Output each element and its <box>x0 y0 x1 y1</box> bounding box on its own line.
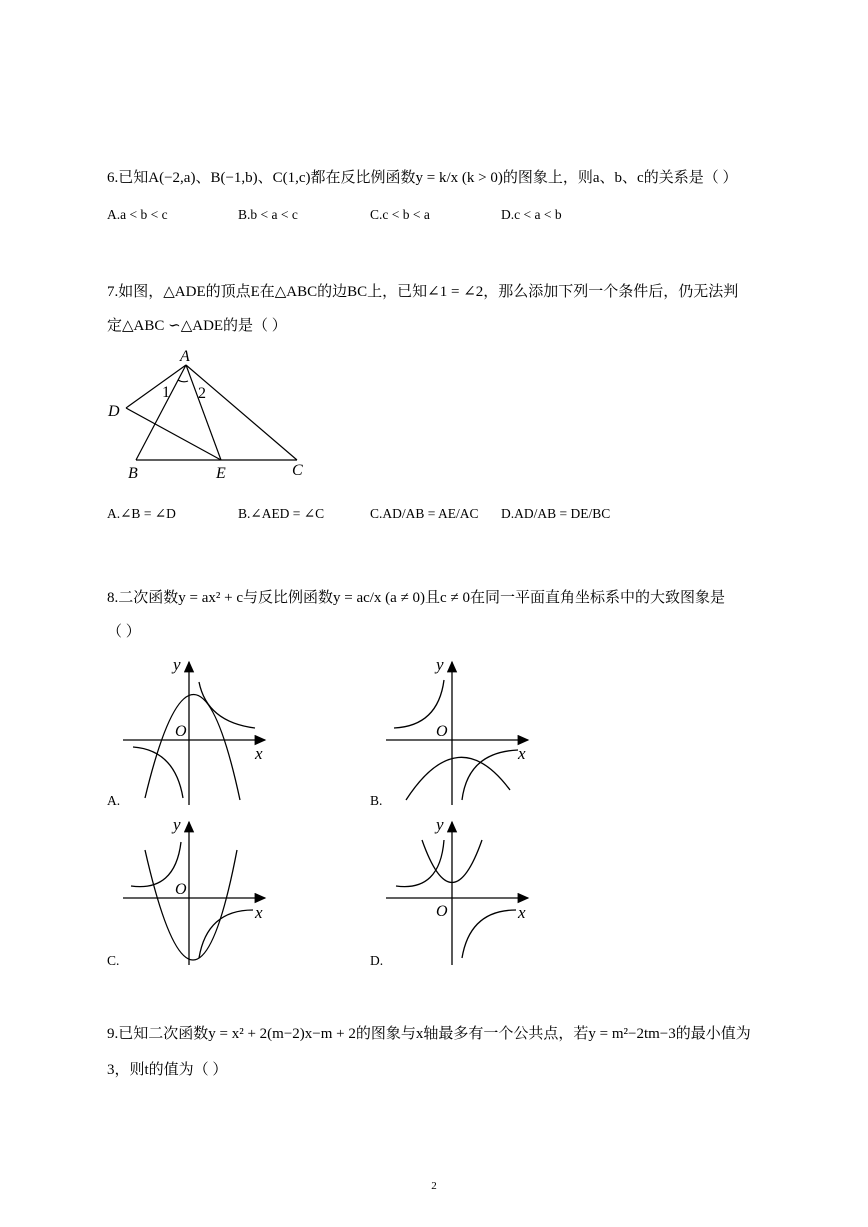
q8-graph-b <box>378 650 548 810</box>
label-a: A <box>180 348 190 365</box>
q6-option-a: A.a < b < c <box>107 207 168 222</box>
q8-line1: 8.二次函数y = ax² + c与反比例函数y = ac/x (a ≠ 0)且c ≠ 0在同一平面直角坐标系中的大致图象是 <box>107 590 725 606</box>
q6-option-d: D.c < a < b <box>501 207 562 222</box>
page-number: 2 <box>431 1180 437 1192</box>
q8-option-a: A. <box>107 793 121 808</box>
q9-line2: 3，则t的值为（ ） <box>107 1062 228 1078</box>
q7-option-b: B.∠AED = ∠C <box>238 506 325 521</box>
q6-option-b: B.b < a < c <box>238 207 298 222</box>
q7-option-a: A.∠B = ∠D <box>107 506 176 521</box>
q8-graph-a <box>115 650 285 810</box>
q9-line1: 9.已知二次函数y = x² + 2(m−2)x−m + 2的图象与x轴最多有一个公共点，若y = m²−2tm−3的最小值为 <box>107 1026 751 1042</box>
origin-o: O <box>436 723 448 740</box>
label-b: B <box>128 465 138 480</box>
origin-o: O <box>175 723 187 740</box>
q7-triangle-figure <box>100 345 330 480</box>
axis-y: y <box>436 815 444 834</box>
q7-line1: 7.如图，△ADE的顶点E在△ABC的边BC上，已知∠1 = ∠2，那么添加下列一个条件后，仍无法判 <box>107 284 739 300</box>
origin-o: O <box>436 903 448 920</box>
q8-graph-d <box>378 810 548 970</box>
axis-y: y <box>436 655 444 674</box>
q6-option-c: C.c < b < a <box>370 207 430 222</box>
q7-line2: 定△ABC ∽△ADE的是（ ） <box>107 318 287 334</box>
q7-option-c: C.AD/AB = AE/AC <box>370 506 479 521</box>
axis-x: x <box>255 744 263 763</box>
axis-x: x <box>518 744 526 763</box>
axis-x: x <box>518 903 526 922</box>
q7-option-d: D.AD/AB = DE/BC <box>501 506 611 521</box>
label-1: 1 <box>162 384 170 401</box>
axis-y: y <box>173 655 181 674</box>
q8-line2: （ ） <box>107 624 141 640</box>
origin-o: O <box>175 881 187 898</box>
q8-option-c: C. <box>107 953 120 968</box>
q8-option-d: D. <box>370 953 384 968</box>
q8-option-b: B. <box>370 793 383 808</box>
label-2: 2 <box>198 385 206 402</box>
axis-y: y <box>173 815 181 834</box>
q6-text: 6.已知A(−2,a)、B(−1,b)、C(1,c)都在反比例函数y = k/x (k > 0)的图象上，则a、b、c的关系是（ ） <box>107 170 738 186</box>
q8-graph-c <box>115 810 285 970</box>
label-e: E <box>216 465 226 480</box>
axis-x: x <box>255 903 263 922</box>
label-c: C <box>292 462 303 479</box>
label-d: D <box>108 403 120 420</box>
